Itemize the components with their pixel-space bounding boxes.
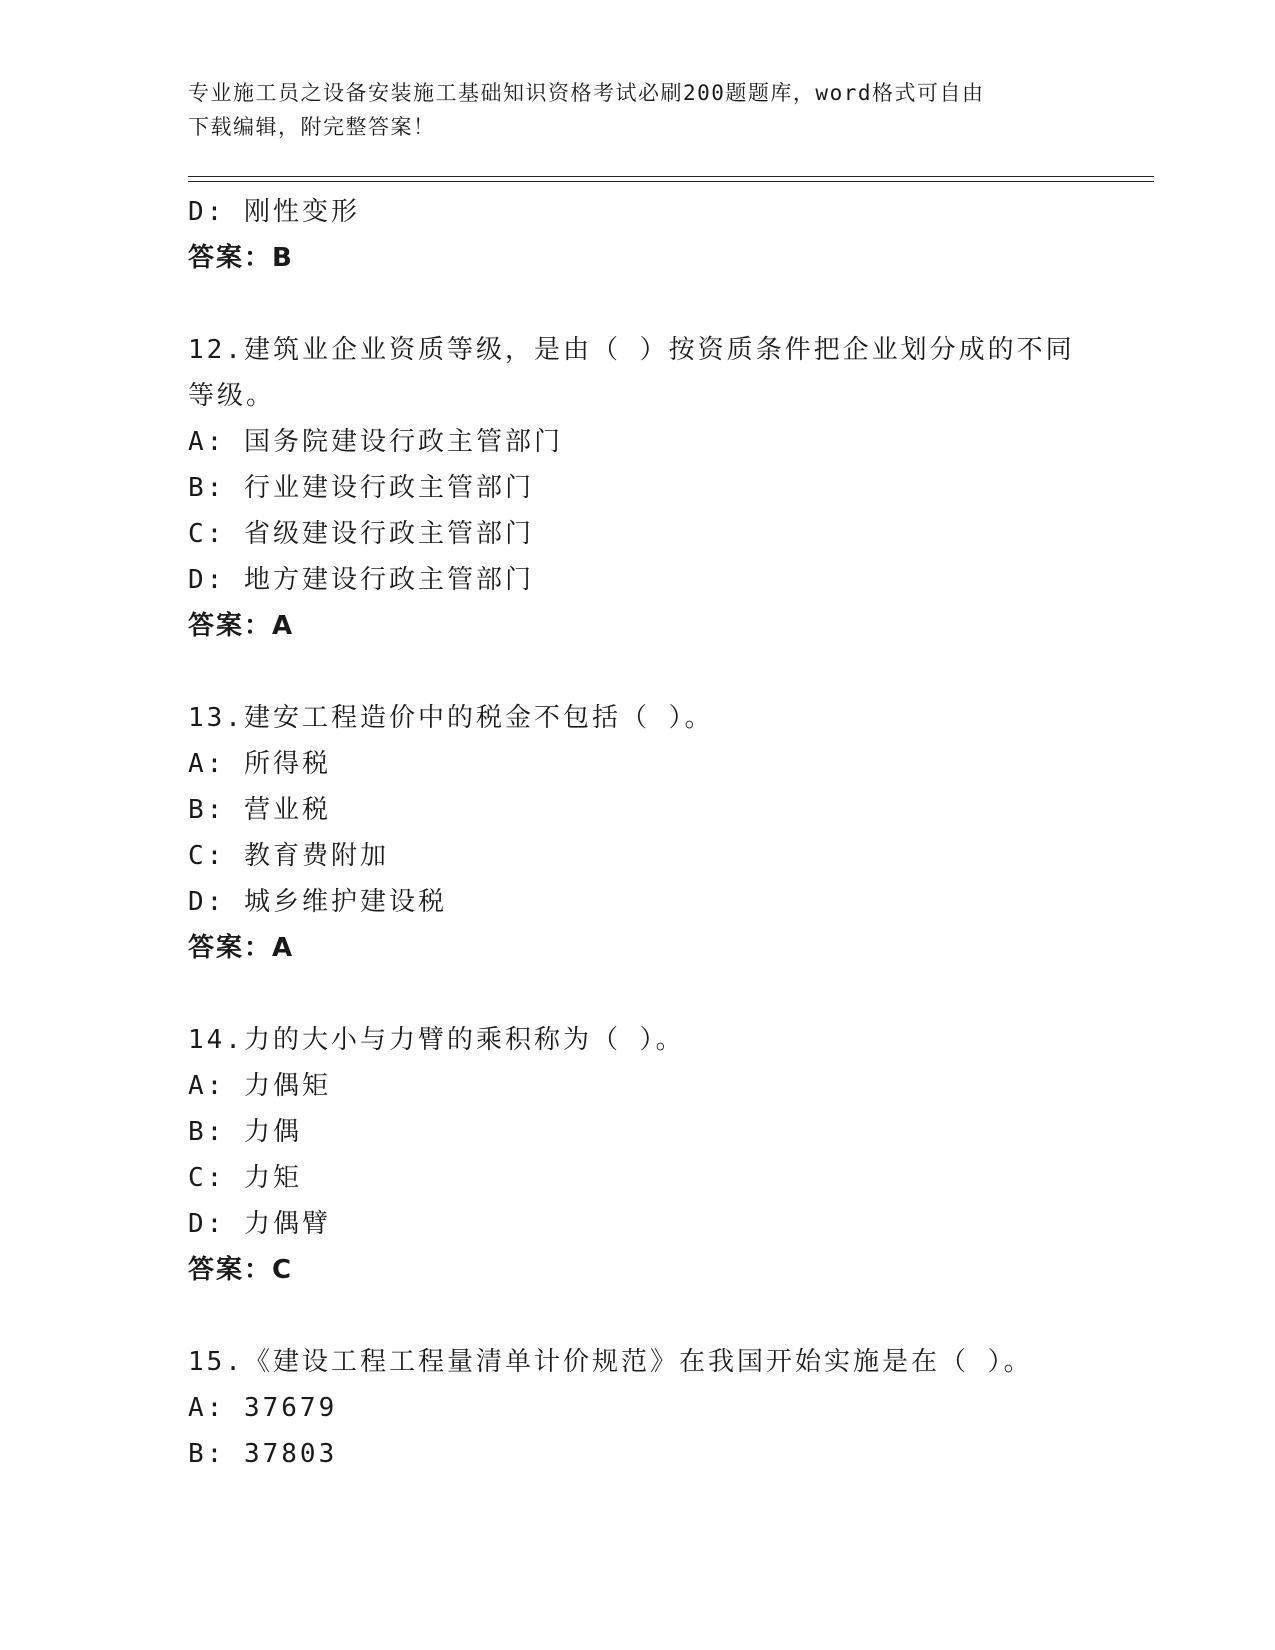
option-a: A: 所得税: [188, 749, 331, 779]
question-stem: 15.《建设工程工程量清单计价规范》在我国开始实施是在（ ）。: [188, 1347, 1033, 1377]
option-c: C: 教育费附加: [188, 841, 389, 871]
option-b: B: 营业税: [188, 795, 331, 825]
question-12: [188, 327, 1088, 649]
option-d: D: 力偶臂: [188, 1209, 331, 1239]
question-13: [188, 695, 1088, 971]
option-a: A: 国务院建设行政主管部门: [188, 427, 563, 457]
document-header: [188, 76, 1088, 144]
question-11-tail: [188, 189, 1088, 281]
question-stem: 13.建安工程造价中的税金不包括（ ）。: [188, 703, 714, 733]
header-line-1: 专业施工员之设备安装施工基础知识资格考试必刷200题题库，word格式可自由: [188, 81, 985, 105]
header-divider-top: [188, 176, 1154, 177]
question-stem-continued: 等级。: [188, 381, 276, 411]
option-d: D: 地方建设行政主管部门: [188, 565, 534, 595]
option-b: B: 行业建设行政主管部门: [188, 473, 534, 503]
option-a: A: 37679: [188, 1393, 338, 1423]
option-c: C: 力矩: [188, 1163, 302, 1193]
question-14: [188, 1017, 1088, 1293]
spacer: [188, 281, 1088, 327]
spacer: [188, 649, 1088, 695]
header-line-2: 下载编辑，附完整答案！: [188, 115, 436, 139]
spacer: [188, 971, 1088, 1017]
spacer: [188, 1293, 1088, 1339]
option-b: B: 37803: [188, 1439, 338, 1469]
answer-label: 答案：B: [188, 243, 294, 273]
option-a: A: 力偶矩: [188, 1071, 331, 1101]
option-c: C: 省级建设行政主管部门: [188, 519, 534, 549]
answer-label: 答案：A: [188, 611, 295, 641]
question-15: [188, 1339, 1088, 1477]
question-list: [188, 189, 1088, 1477]
question-stem: 14.力的大小与力臂的乘积称为（ ）。: [188, 1025, 685, 1055]
option-b: B: 力偶: [188, 1117, 302, 1147]
answer-label: 答案：C: [188, 1255, 294, 1285]
option-d: D: 刚性变形: [188, 197, 360, 227]
question-stem: 12.建筑业企业资质等级，是由（ ）按资质条件把企业划分成的不同: [188, 335, 1075, 365]
option-d: D: 城乡维护建设税: [188, 887, 447, 917]
header-divider-bottom: [188, 181, 1154, 182]
answer-label: 答案：A: [188, 933, 295, 963]
